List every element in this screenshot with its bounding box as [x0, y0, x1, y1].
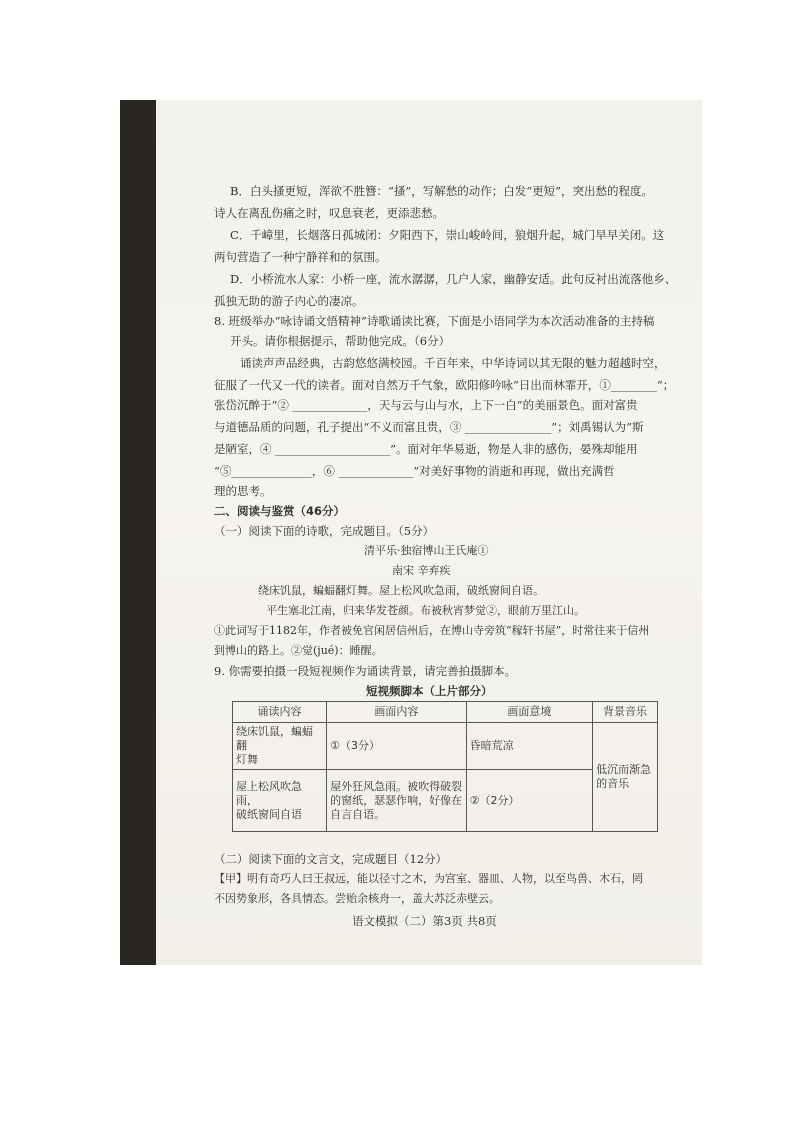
question-8-line2: 开头。请你根据提示，帮助他完成。（6分） — [230, 334, 451, 348]
passage-line5: 是陋室，④ ____________________”。面对年华易逝，物是人非的感伤，晏殊却能用 — [214, 442, 638, 456]
photo-frame — [120, 100, 702, 965]
exam-page — [156, 100, 702, 965]
option-c-line2: 两句营造了一种宁静祥和的氛围。 — [214, 250, 387, 264]
cell-line: 屋外狂风急雨。被吹得破裂 — [330, 779, 463, 793]
video-script-table — [232, 701, 658, 832]
passage-line7: 理的思考。 — [214, 484, 272, 498]
option-b-line2: 诗人在离乱伤痛之时，叹息衰老，更添悲愁。 — [214, 206, 444, 220]
cell-line: 的音乐 — [596, 777, 630, 790]
cell-line: 的窗纸，瑟瑟作响，好像在 — [330, 793, 463, 807]
passage-line6: “⑤______________，⑥ _____________”对美好事物的消逝和再现，做出充满哲 — [214, 464, 615, 478]
cell-line: 灯舞 — [236, 753, 258, 766]
scene-content-cell: ①（3分） — [327, 723, 467, 770]
recite-content-cell — [233, 770, 327, 832]
cell-line: 屋上松风吹急雨， — [236, 779, 302, 807]
table-header-cell: 画面意境 — [466, 702, 593, 723]
question-8-line1: 8. 班级举办“咏诗诵文悟精神”诗歌诵读比赛，下面是小语同学为本次活动准备的主持稿 — [214, 314, 655, 328]
passage-line3: 张岱沉醉于“② _____________，天与云与山与水，上下一白”的美丽景色。面对富贵 — [214, 398, 638, 412]
section-2-heading: 二、阅读与鉴赏（46分） — [214, 504, 346, 518]
cell-line: 自言自语。 — [330, 807, 386, 821]
passage-line1: 诵读声声品经典，古韵悠悠满校园。千百年来，中华诗词以其无限的魅力超越时空， — [240, 356, 666, 370]
recite-content-cell — [233, 723, 327, 770]
table-header-cell: 背景音乐 — [593, 702, 658, 723]
poem-title: 清平乐·独宿博山王氏庵① — [364, 544, 489, 557]
note-line1: ①此词写于1182年，作者被免官闲居信州后，在博山寺旁筑“稼轩书屋”，时常往来于信州 — [214, 624, 650, 637]
note-line2: 到博山的路上。②觉(jué)：睡醒。 — [214, 644, 383, 657]
poem-line1: 绕床饥鼠，蝙蝠翻灯舞。屋上松风吹急雨，破纸窗间自语。 — [258, 584, 544, 597]
passage-jia-line1: 【甲】明有奇巧人曰王叔远，能以径寸之木，为宫室、器皿、人物，以至鸟兽、木石，罔 — [214, 872, 643, 885]
cell-line: 绕床饥鼠，蝙蝠翻 — [236, 725, 313, 752]
scene-content-cell — [327, 770, 467, 832]
option-c-line1: C．千嶂里，长烟落日孤城闭：夕阳西下，崇山峻岭间，狼烟升起，城门早早关闭。这 — [230, 228, 665, 242]
table-title: 短视频脚本（上片部分） — [366, 684, 493, 698]
option-d-line2: 孤独无助的游子内心的凄凉。 — [214, 294, 364, 308]
table-header-cell: 诵读内容 — [233, 702, 327, 723]
option-b-line1: B．白头搔更短，浑欲不胜簪：“搔”，写解愁的动作；白发“更短”，突出愁的程度。 — [230, 184, 653, 198]
poem-line2: 平生塞北江南，归来华发苍颜。布被秋宵梦觉②，眼前万里江山。 — [266, 604, 585, 617]
table-header-row — [233, 702, 658, 723]
mood-cell: 昏暗荒凉 — [466, 723, 593, 770]
option-d-line1: D．小桥流水人家：小桥一座，流水潺潺，几户人家，幽静安适。此句反衬出流落他乡、 — [230, 272, 677, 286]
poem-author: 南宋 辛弃疾 — [392, 564, 451, 577]
table-row — [233, 723, 658, 770]
cell-line: 破纸窗间自语 — [236, 807, 302, 821]
question-9: 9. 你需要拍摄一段短视频作为诵读背景，请完善拍摄脚本。 — [214, 664, 517, 678]
cell-line: 低沉而渐急 — [596, 763, 652, 776]
subsection-2-heading: （二）阅读下面的文言文，完成题目（12分） — [214, 852, 448, 866]
mood-cell: ②（2分） — [466, 770, 593, 832]
page-footer: 语文模拟（二）第3页 共8页 — [352, 914, 497, 928]
passage-line4: 与道德品质的问题，孔子提出“不义而富且贵，③ _______________”；刘禹锡认为“斯 — [214, 420, 644, 434]
table-header-cell: 画面内容 — [327, 702, 467, 723]
passage-jia-line2: 不因势象形，各具情态。尝贻余核舟一，盖大苏泛赤壁云。 — [214, 892, 500, 905]
passage-line2: 征服了一代又一代的读者。面对自然万千气象，欧阳修吟咏“日出而林霏开，①________”； — [214, 378, 675, 392]
music-cell — [593, 723, 658, 832]
subsection-1-heading: （一）阅读下面的诗歌，完成题目。（5分） — [214, 524, 435, 538]
